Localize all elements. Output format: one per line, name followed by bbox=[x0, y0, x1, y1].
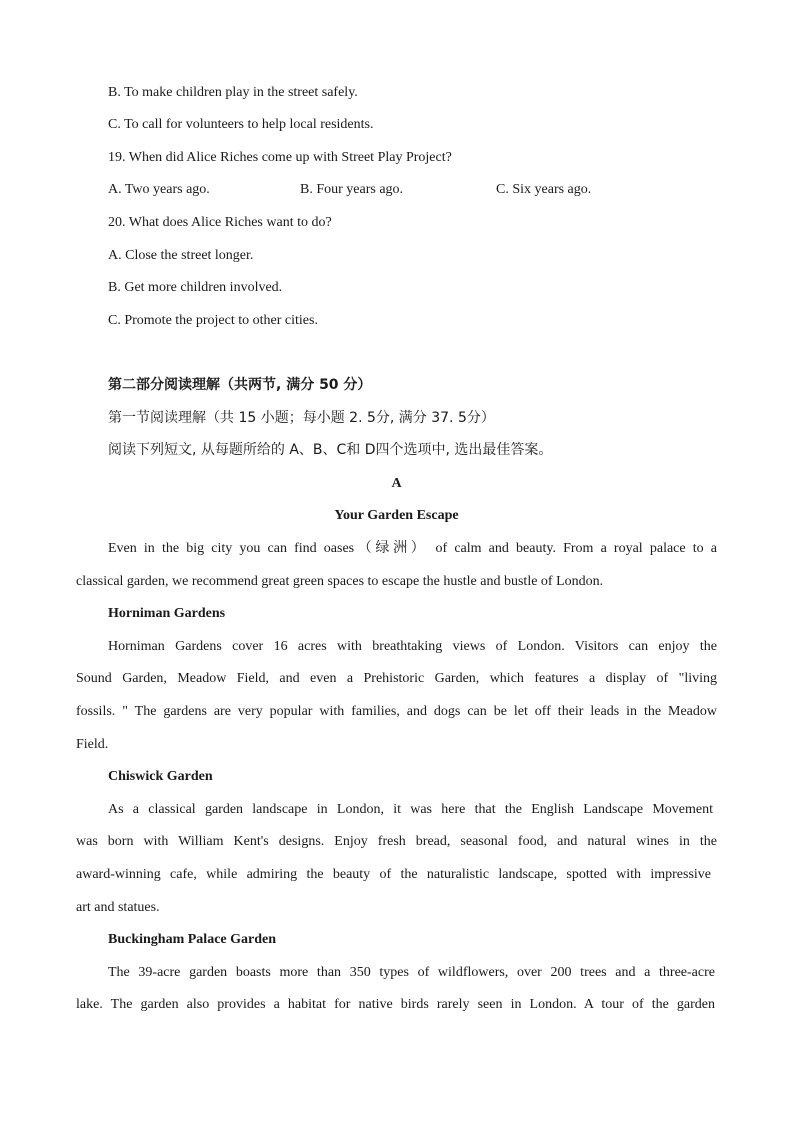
buckingham-line-1: The 39-acre garden boasts more than 350 types of wildflowers, over 200 trees and a three-acre bbox=[108, 965, 715, 980]
buckingham-line-2: lake. The garden also provides a habitat for native birds rarely seen in London. A tour of the garden bbox=[76, 997, 715, 1012]
q19-option-c: C. Six years ago. bbox=[496, 182, 592, 197]
chiswick-line-4: art and statues. bbox=[76, 900, 160, 915]
q19-option-b: B. Four years ago. bbox=[300, 182, 404, 197]
intro-line-2: classical garden, we recommend great green spaces to escape the hustle and bustle of London. bbox=[76, 574, 604, 589]
chiswick-heading: Chiswick Garden bbox=[108, 769, 213, 784]
q19-question: 19. When did Alice Riches come up with Street Play Project? bbox=[108, 150, 452, 165]
buckingham-heading: Buckingham Palace Garden bbox=[108, 932, 277, 947]
q18-option-c: C. To call for volunteers to help local residents. bbox=[108, 117, 374, 132]
horniman-heading: Horniman Gardens bbox=[108, 606, 226, 621]
horniman-line-4: Field. bbox=[76, 737, 109, 752]
horniman-line-3: fossils. " The gardens are very popular with families, and dogs can be let off their leads in the Meadow bbox=[76, 704, 717, 719]
horniman-line-2: Sound Garden, Meadow Field, and even a Prehistoric Garden, which features a display of "living bbox=[76, 671, 717, 686]
q20-option-b: B. Get more children involved. bbox=[108, 280, 283, 295]
part-heading: 第二部分阅读理解（共两节, 满分 50 分） bbox=[108, 377, 372, 393]
q19-option-a: A. Two years ago. bbox=[108, 182, 210, 197]
passage-title: Your Garden Escape bbox=[334, 508, 459, 523]
horniman-line-1: Horniman Gardens cover 16 acres with breathtaking views of London. Visitors can enjoy the bbox=[108, 639, 717, 654]
instructions: 阅读下列短文, 从每题所给的 A、B、C和 D四个选项中, 选出最佳答案。 bbox=[108, 442, 553, 458]
q20-option-c: C. Promote the project to other cities. bbox=[108, 313, 318, 328]
chiswick-line-2: was born with William Kent's designs. Enjoy fresh bread, seasonal food, and natural wines in the bbox=[76, 834, 717, 849]
chiswick-line-1: As a classical garden landscape in London, it was here that the English Landscape Movement bbox=[108, 802, 713, 817]
q20-question: 20. What does Alice Riches want to do? bbox=[108, 215, 332, 230]
q18-option-b: B. To make children play in the street safely. bbox=[108, 85, 358, 100]
intro-line-1: Even in the big city you can find oases（绿洲） of calm and beauty. From a royal palace to a bbox=[108, 541, 717, 556]
q20-option-a: A. Close the street longer. bbox=[108, 248, 254, 263]
chiswick-line-3: award-winning cafe, while admiring the beauty of the naturalistic landscape, spotted with impressive bbox=[76, 867, 711, 882]
passage-letter: A bbox=[391, 476, 402, 491]
section-heading: 第一节阅读理解（共 15 小题；每小题 2. 5分, 满分 37. 5分） bbox=[108, 410, 495, 426]
